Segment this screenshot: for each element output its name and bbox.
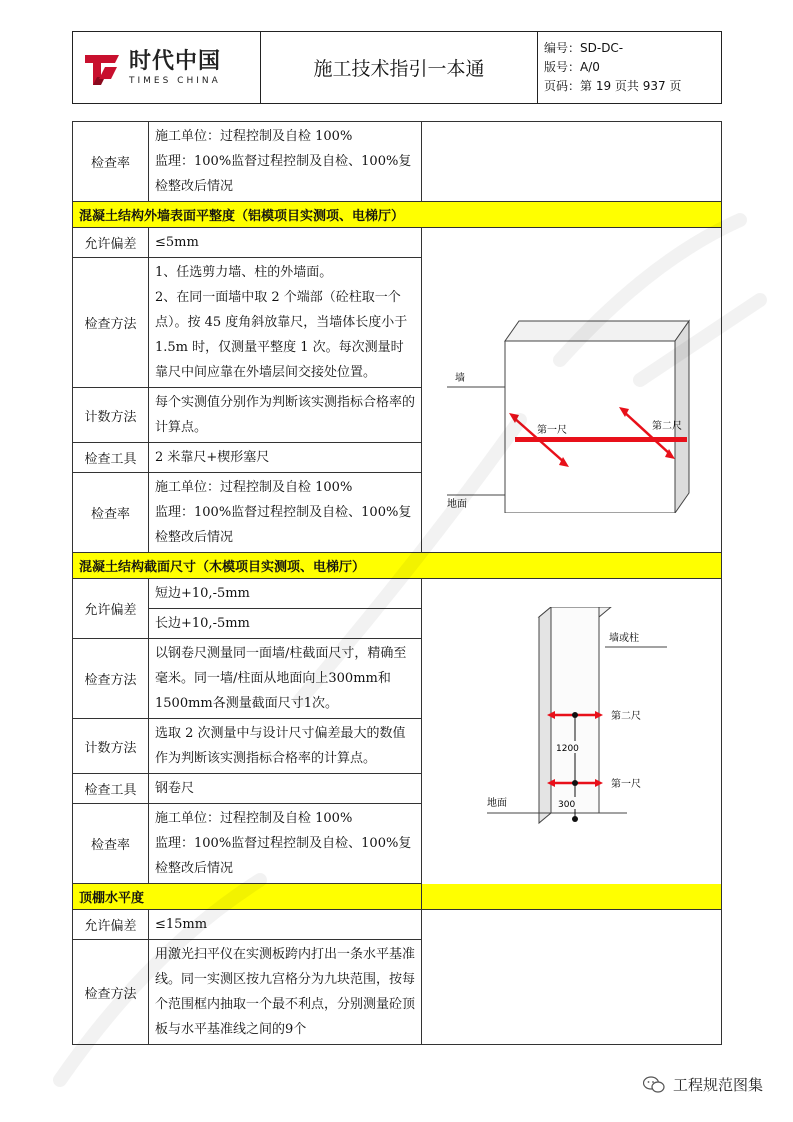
table-row xyxy=(73,228,722,258)
figure-label-ruler1: 第一尺 xyxy=(536,425,567,436)
rate-cell xyxy=(149,804,422,884)
row-label: 检查率 xyxy=(73,473,149,553)
row-label: 检查方法 xyxy=(73,258,149,388)
method-line: 2、在同一面墙中取 2 个端部（砼柱取一个点）。按 45 度角斜放靠尺，当墙体长度小于 1.5m 时，仅测量平整度 1 次。每次测量时靠尺中间应靠在外墙层间交接处位置。 xyxy=(155,290,408,380)
row-label: 检查率 xyxy=(73,804,149,884)
page-header xyxy=(72,31,722,104)
logo-chinese-name: 时代中国 xyxy=(129,48,222,74)
wechat-icon xyxy=(643,1076,665,1094)
rate-cell xyxy=(149,473,422,553)
empty-cell xyxy=(422,910,722,1045)
tolerance-short: 短边+10,-5mm xyxy=(149,579,422,609)
section-title: 顶棚水平度 xyxy=(73,884,722,910)
figure-cell xyxy=(422,579,722,910)
rate-line: 施工单位：过程控制及自检 100% xyxy=(155,129,353,144)
section-size-diagram xyxy=(427,607,717,877)
tolerance-value: ≤5mm xyxy=(149,228,422,258)
section-header xyxy=(73,884,722,910)
figure-label-ground: 地面 xyxy=(446,499,467,510)
row-label: 允许偏差 xyxy=(73,579,149,639)
wall-flatness-diagram xyxy=(427,263,717,513)
table-row xyxy=(73,122,722,202)
dimension-lower: 300 xyxy=(557,800,575,810)
rate-line: 监理：100%监督过程控制及自检、100%复检整改后情况 xyxy=(155,505,412,545)
section-header xyxy=(73,553,722,579)
page-footer xyxy=(643,1074,763,1095)
method-cell: 以钢卷尺测量同一面墙/柱截面尺寸，精确至毫米。同一墙/柱面从地面向上300mm和1500mm各测量截面尺寸1次。 xyxy=(149,639,422,719)
row-label: 检查工具 xyxy=(73,774,149,804)
page-number: 页码：第 19 页共 937 页 xyxy=(544,79,682,93)
tolerance-long: 长边+10,-5mm xyxy=(149,609,422,639)
rate-cell xyxy=(149,122,422,202)
table-row xyxy=(73,910,722,940)
figure-label-ruler1: 第一尺 xyxy=(610,779,641,790)
rate-line: 施工单位：过程控制及自检 100% xyxy=(155,480,353,495)
row-label: 计数方法 xyxy=(73,719,149,774)
inspection-tool: 2 米靠尺+楔形塞尺 xyxy=(149,443,422,473)
section-title: 混凝土结构外墙表面平整度（铝模项目实测项、电梯厅） xyxy=(73,202,722,228)
row-label: 允许偏差 xyxy=(73,228,149,258)
method-cell xyxy=(149,258,422,388)
dimension-upper: 1200 xyxy=(555,744,579,754)
rate-line: 监理：100%监督过程控制及自检、100%复检整改后情况 xyxy=(155,836,412,876)
document-code: 编号：SD-DC- xyxy=(544,41,624,55)
row-label: 检查工具 xyxy=(73,443,149,473)
figure-label-ground: 地面 xyxy=(486,798,507,809)
empty-cell xyxy=(422,122,722,202)
tolerance-value: ≤15mm xyxy=(149,910,422,940)
inspection-table xyxy=(72,121,722,1045)
count-method: 选取 2 次测量中与设计尺寸偏差最大的数值作为判断该实测指标合格率的计算点。 xyxy=(149,719,422,774)
figure-label-wall: 墙 xyxy=(454,373,465,384)
figure-label-ruler2: 第二尺 xyxy=(651,421,682,432)
row-label: 检查率 xyxy=(73,122,149,202)
rate-line: 监理：100%监督过程控制及自检、100%复检整改后情况 xyxy=(155,154,412,194)
method-cell: 用激光扫平仪在实测板跨内打出一条水平基准线。同一实测区按九宫格分为九块范围，按每个范围框内抽取一个最不利点，分别测量砼顶板与水平基准线之间的9个 xyxy=(149,940,422,1045)
method-line: 1、任选剪力墙、柱的外墙面。 xyxy=(155,265,333,280)
figure-cell xyxy=(422,228,722,553)
row-label: 允许偏差 xyxy=(73,910,149,940)
figure-label-wall: 墙或柱 xyxy=(608,633,639,644)
document-version: 版号：A/0 xyxy=(544,60,600,74)
document-title: 施工技术指引一本通 xyxy=(261,32,538,103)
row-label: 计数方法 xyxy=(73,388,149,443)
logo-english-name: TIMES CHINA xyxy=(129,75,221,86)
row-label: 检查方法 xyxy=(73,639,149,719)
count-method: 每个实测值分别作为判断该实测指标合格率的计算点。 xyxy=(149,388,422,443)
section-header xyxy=(73,202,722,228)
footer-source-text: 工程规范图集 xyxy=(672,1076,763,1094)
figure-label-ruler2: 第二尺 xyxy=(610,711,641,722)
company-logo xyxy=(73,32,261,103)
rate-line: 施工单位：过程控制及自检 100% xyxy=(155,811,353,826)
document-meta xyxy=(538,32,721,103)
times-china-logo-icon xyxy=(81,47,123,89)
section-title: 混凝土结构截面尺寸（木模项目实测项、电梯厅） xyxy=(73,553,722,579)
table-row xyxy=(73,579,722,609)
row-label: 检查方法 xyxy=(73,940,149,1045)
inspection-tool: 钢卷尺 xyxy=(149,774,422,804)
